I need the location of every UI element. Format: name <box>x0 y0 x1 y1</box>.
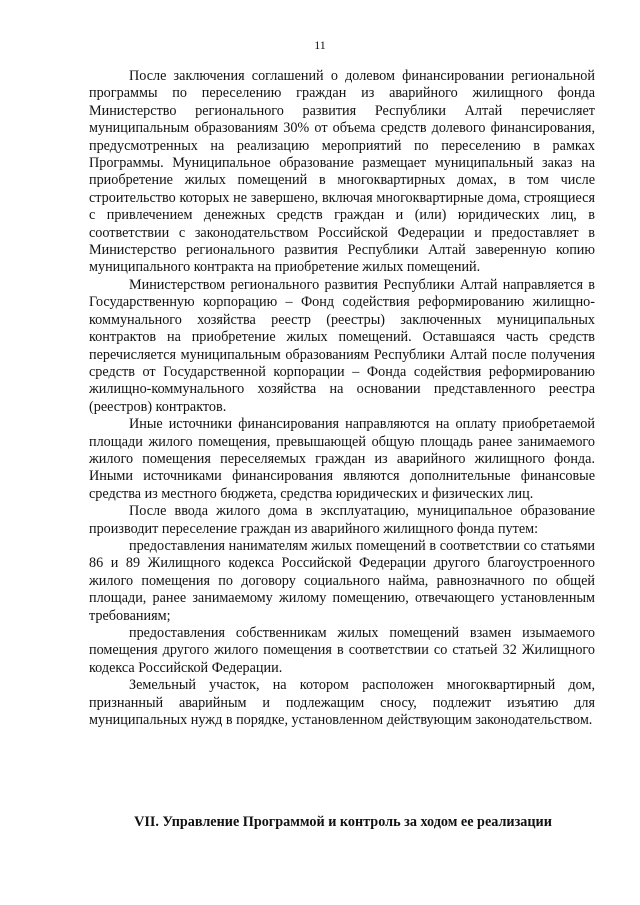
paragraph-owners-provision: предоставления собственникам жилых помещений взамен изымаемого помещения другого жилого помещения в соответствии со статьей 32 Жилищного кодекса Российской Федерации. <box>89 625 595 676</box>
section-heading: VII. Управление Программой и контроль за ходом ее реализации <box>134 814 552 830</box>
paragraph-resettlement-method: После ввода жилого дома в эксплуатацию, муниципальное образование производит переселение граждан из аварийного жилищного фонда путем: <box>89 503 595 537</box>
paragraph-tenants-provision: предоставления нанимателям жилых помещений в соответствии со статьями 86 и 89 Жилищного кодекса Российской Федерации другого благоустроенного жилого помещения по договору социального найма, равнозначного по общей площади, ранее занимаемому жилому помещению, отвечающего установленным требованиям; <box>89 537 595 624</box>
paragraph-other-sources: Иные источники финансирования направляются на оплату приобретаемой площади жилого помещения, превышающей общую площадь ранее занимаемого жилого помещения переселяемых граждан из аварийного жилищного фонда. Иными источниками финансирования являются дополнительные финансовые средства из местного бюджета, средства юридических и физических лиц. <box>89 416 595 502</box>
page-number: 11 <box>314 38 326 52</box>
paragraph-ministry-registry: Министерством регионального развития Республики Алтай направляется в Государственную корпорацию – Фонд содействия реформированию жилищно-коммунального хозяйства реестр (реестры) заключенных муниципальных контрактов на приобретение жилых помещений. Оставшаяся часть средств перечисляется муниципальным образованиям Республики Алтай после получения средств от Государственной корпорации – Фонда содействия реформированию жилищно-коммунального хозяйства на основании представленного реестра (реестров) контрактов. <box>89 276 595 415</box>
document-body <box>89 68 595 729</box>
paragraph-land-seizure: Земельный участок, на котором расположен многоквартирный дом, признанный аварийным и подлежащим сносу, подлежит изъятию для муниципальных нужд в порядке, установленном действующим законодательством. <box>89 677 595 729</box>
paragraph-agreement-transfer: После заключения соглашений о долевом финансировании региональной программы по переселению граждан из аварийного жилищного фонда Министерство регионального развития Республики Алтай перечисляет муниципальным образованиям 30% от объема средств долевого финансирования, предусмотренных на реализацию мероприятий по переселению в рамках Программы. Муниципальное образование размещает муниципальный заказ на приобретение жилых помещений в многоквартирных домах, в том числе строительство которых не завершено, включая многоквартирные дома, строящиеся с привлечением денежных средств граждан и (или) юридических лиц, в соответствии с законодательством Российской Федерации и предоставляет в Министерство регионального развития Республики Алтай заверенную копию муниципального контракта на приобретение жилых помещений. <box>89 68 595 276</box>
